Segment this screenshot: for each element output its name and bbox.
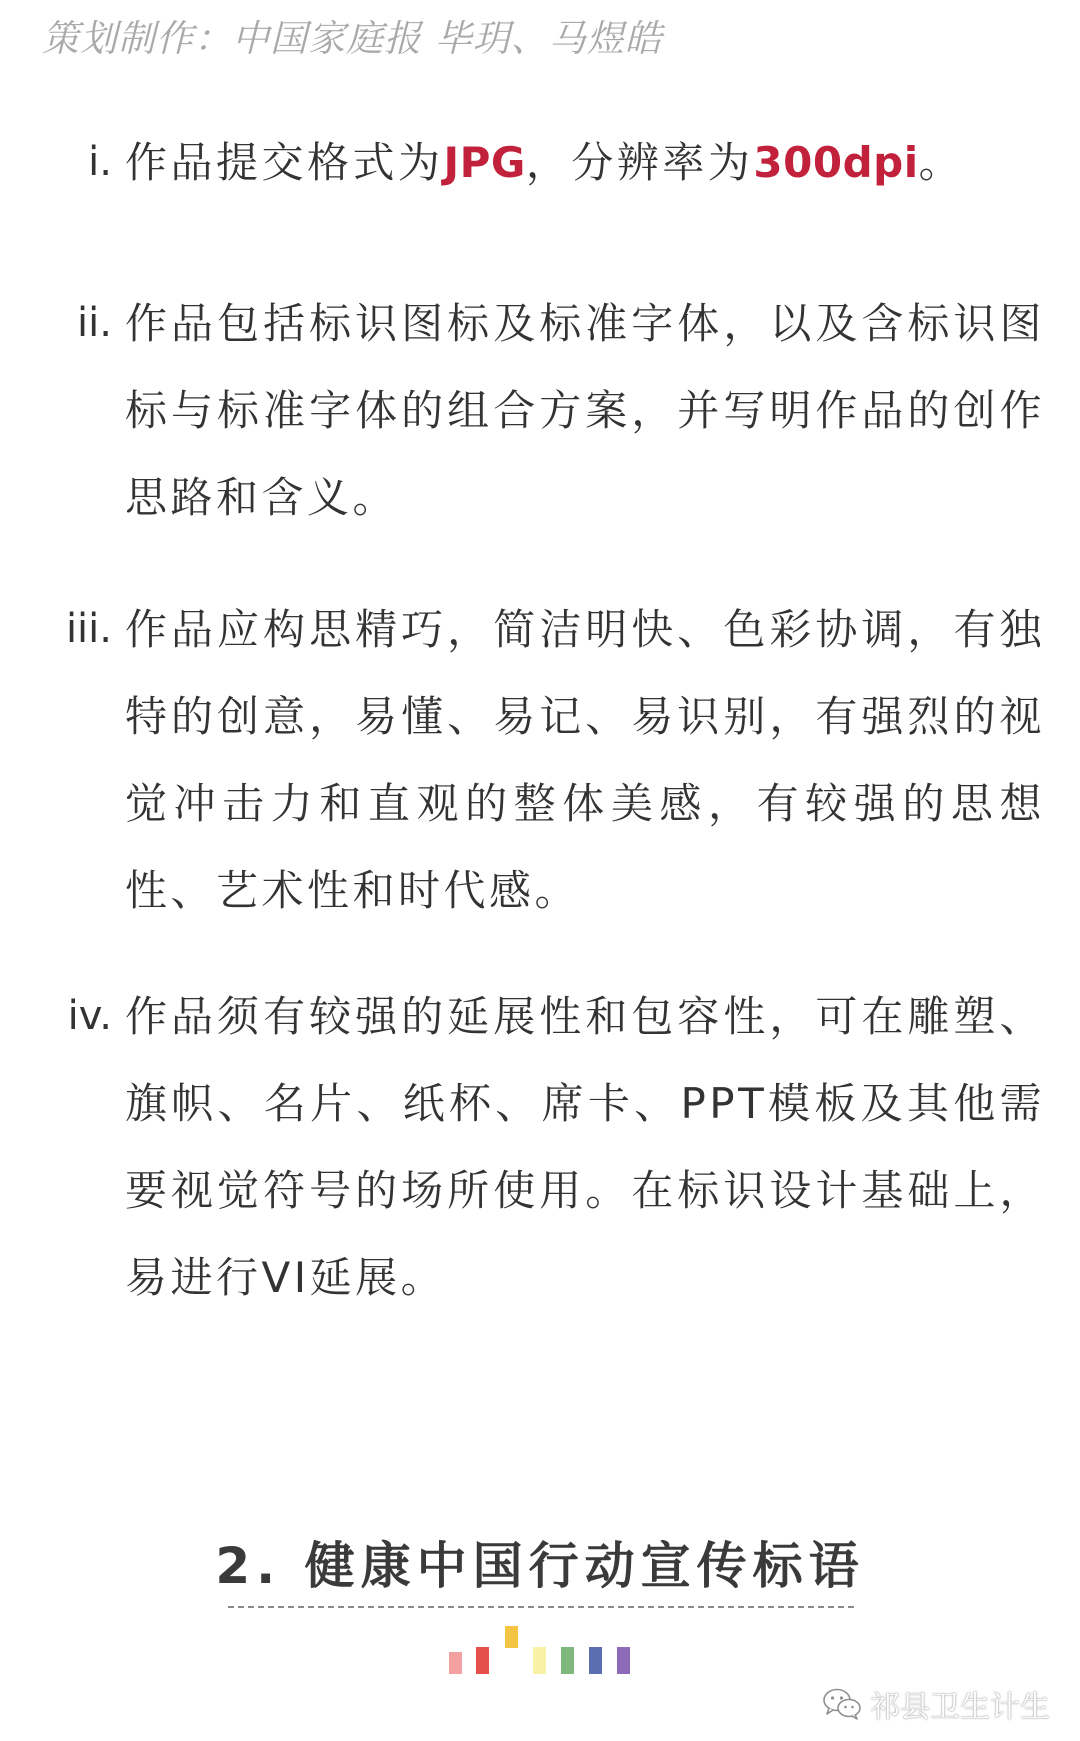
dashed-divider <box>228 1606 854 1608</box>
watermark-text: 祁县卫生计生 <box>870 1690 1050 1725</box>
list-marker: iii. <box>65 606 112 652</box>
text-segment: ，分辨率为 <box>525 138 754 187</box>
resolution-highlight: 300dpi <box>753 138 919 187</box>
color-bar <box>561 1647 574 1674</box>
watermark <box>822 1682 1050 1726</box>
color-bar <box>617 1647 630 1674</box>
format-highlight: JPG <box>443 138 526 187</box>
list-item-text: 作品包括标识图标及标准字体，以及含标识图标与标准字体的组合方案，并写明作品的创作思路和含义。 <box>125 299 1045 522</box>
color-bar <box>505 1626 518 1648</box>
text-segment: 作品提交格式为 <box>125 138 444 187</box>
color-bar <box>476 1647 489 1674</box>
list-marker: i. <box>88 139 112 185</box>
list-item-text: 作品须有较强的延展性和包容性，可在雕塑、旗帜、名片、纸杯、席卡、PPT模板及其他需要视觉符号的场所使用。在标识设计基础上，易进行VI延展。 <box>125 992 1045 1302</box>
text-segment: 。 <box>918 138 965 187</box>
color-bar <box>533 1647 546 1674</box>
wechat-icon <box>822 1687 862 1721</box>
list-marker: ii. <box>77 300 112 346</box>
list-item-text: 作品应构思精巧，简洁明快、色彩协调，有独特的创意，易懂、易记、易识别，有强烈的视觉冲击力和直观的整体美感，有较强的思想性、艺术性和时代感。 <box>125 605 1045 915</box>
credit-line: 策划制作：中国家庭报 毕玥、马煜皓 <box>42 17 663 60</box>
section-title: 2. 健康中国行动宣传标语 <box>215 1537 865 1595</box>
color-bar <box>449 1652 462 1674</box>
list-item-text <box>125 119 1045 206</box>
color-bar <box>589 1647 602 1674</box>
list-marker: iv. <box>67 993 112 1039</box>
